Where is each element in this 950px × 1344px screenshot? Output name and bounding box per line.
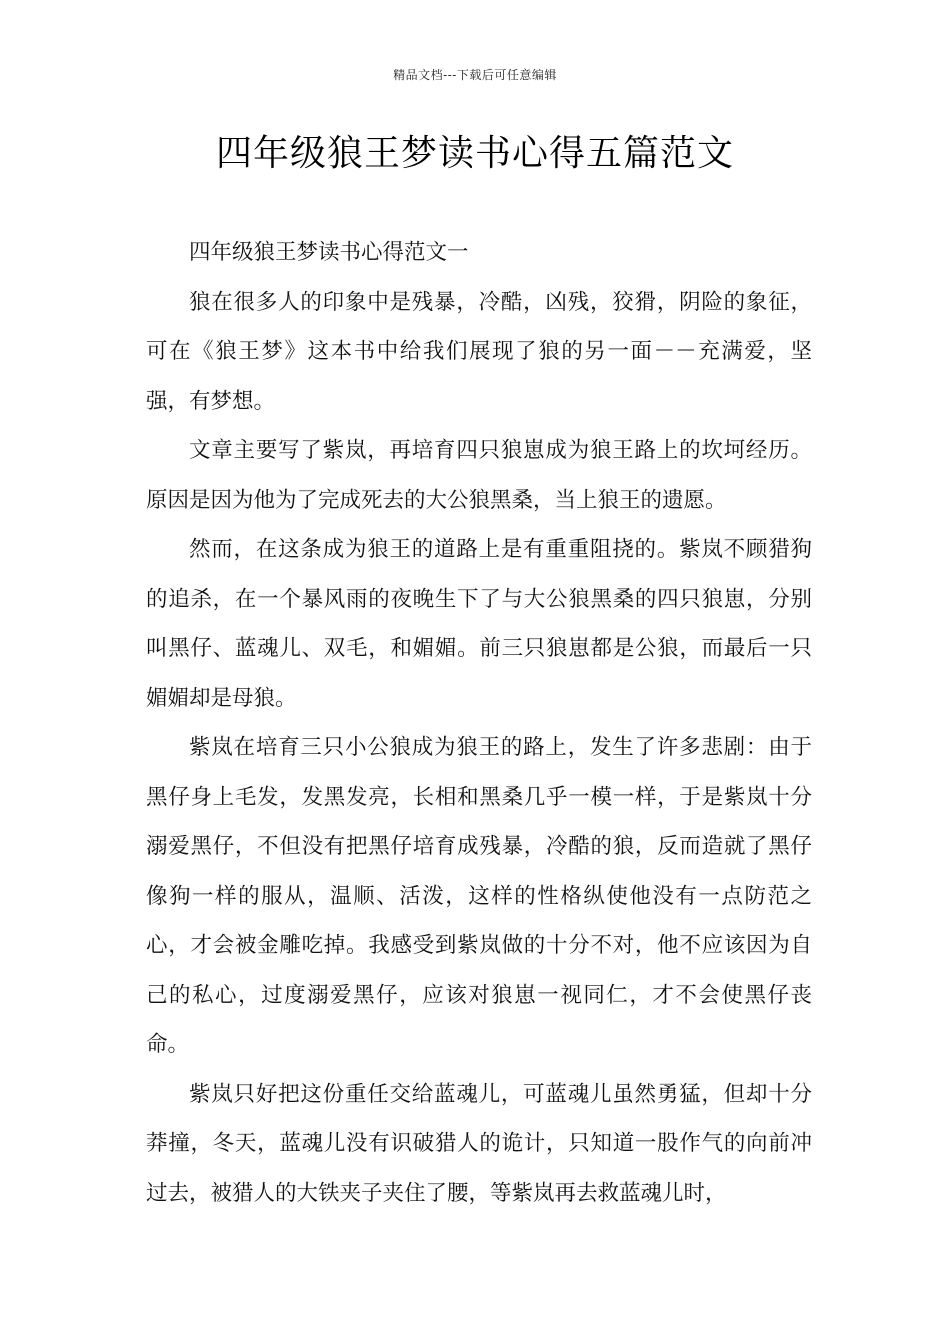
document-title: 四年级狼王梦读书心得五篇范文 (215, 133, 734, 174)
paragraph: 紫岚只好把这份重任交给蓝魂儿，可蓝魂儿虽然勇猛，但却十分莽撞，冬天，蓝魂儿没有识破猎人的诡计，只知道一股作气的向前冲过去，被猎人的大铁夹子夹住了腰，等紫岚再去救蓝魂儿时， (146, 1081, 812, 1206)
header-note: 精品文档---下载后可任意编辑 (393, 68, 557, 82)
section-heading: 四年级狼王梦读书心得范文一 (189, 240, 469, 265)
paragraph: 狼在很多人的印象中是残暴，冷酷，凶残，狡猾，阴险的象征，可在《狼王梦》这本书中给我们展现了狼的另一面－－充满爱，坚强，有梦想。 (146, 289, 812, 414)
paragraph: 然而，在这条成为狼王的道路上是有重重阻挠的。紫岚不顾猎狗的追杀，在一个暴风雨的夜晚生下了与大公狼黑桑的四只狼崽，分别叫黑仔、蓝魂儿、双毛，和媚媚。前三只狼崽都是公狼，而最后一只媚媚却是母狼。 (146, 537, 812, 711)
paragraph: 紫岚在培育三只小公狼成为狼王的路上，发生了许多悲剧：由于黑仔身上毛发，发黑发亮，长相和黑桑几乎一模一样，于是紫岚十分溺爱黑仔，不但没有把黑仔培育成残暴，冷酷的狼，反而造就了黑仔像狗一样的服从，温顺、活泼，这样的性格纵使他没有一点防范之心，才会被金雕吃掉。我感受到紫岚做的十分不对，他不应该因为自己的私心，过度溺爱黑仔，应该对狼崽一视同仁，才不会使黑仔丧命。 (146, 735, 812, 1057)
paragraph: 文章主要写了紫岚，再培育四只狼崽成为狼王路上的坎坷经历。原因是因为他为了完成死去的大公狼黑桑，当上狼王的遗愿。 (146, 438, 812, 513)
document-body (146, 228, 812, 1218)
